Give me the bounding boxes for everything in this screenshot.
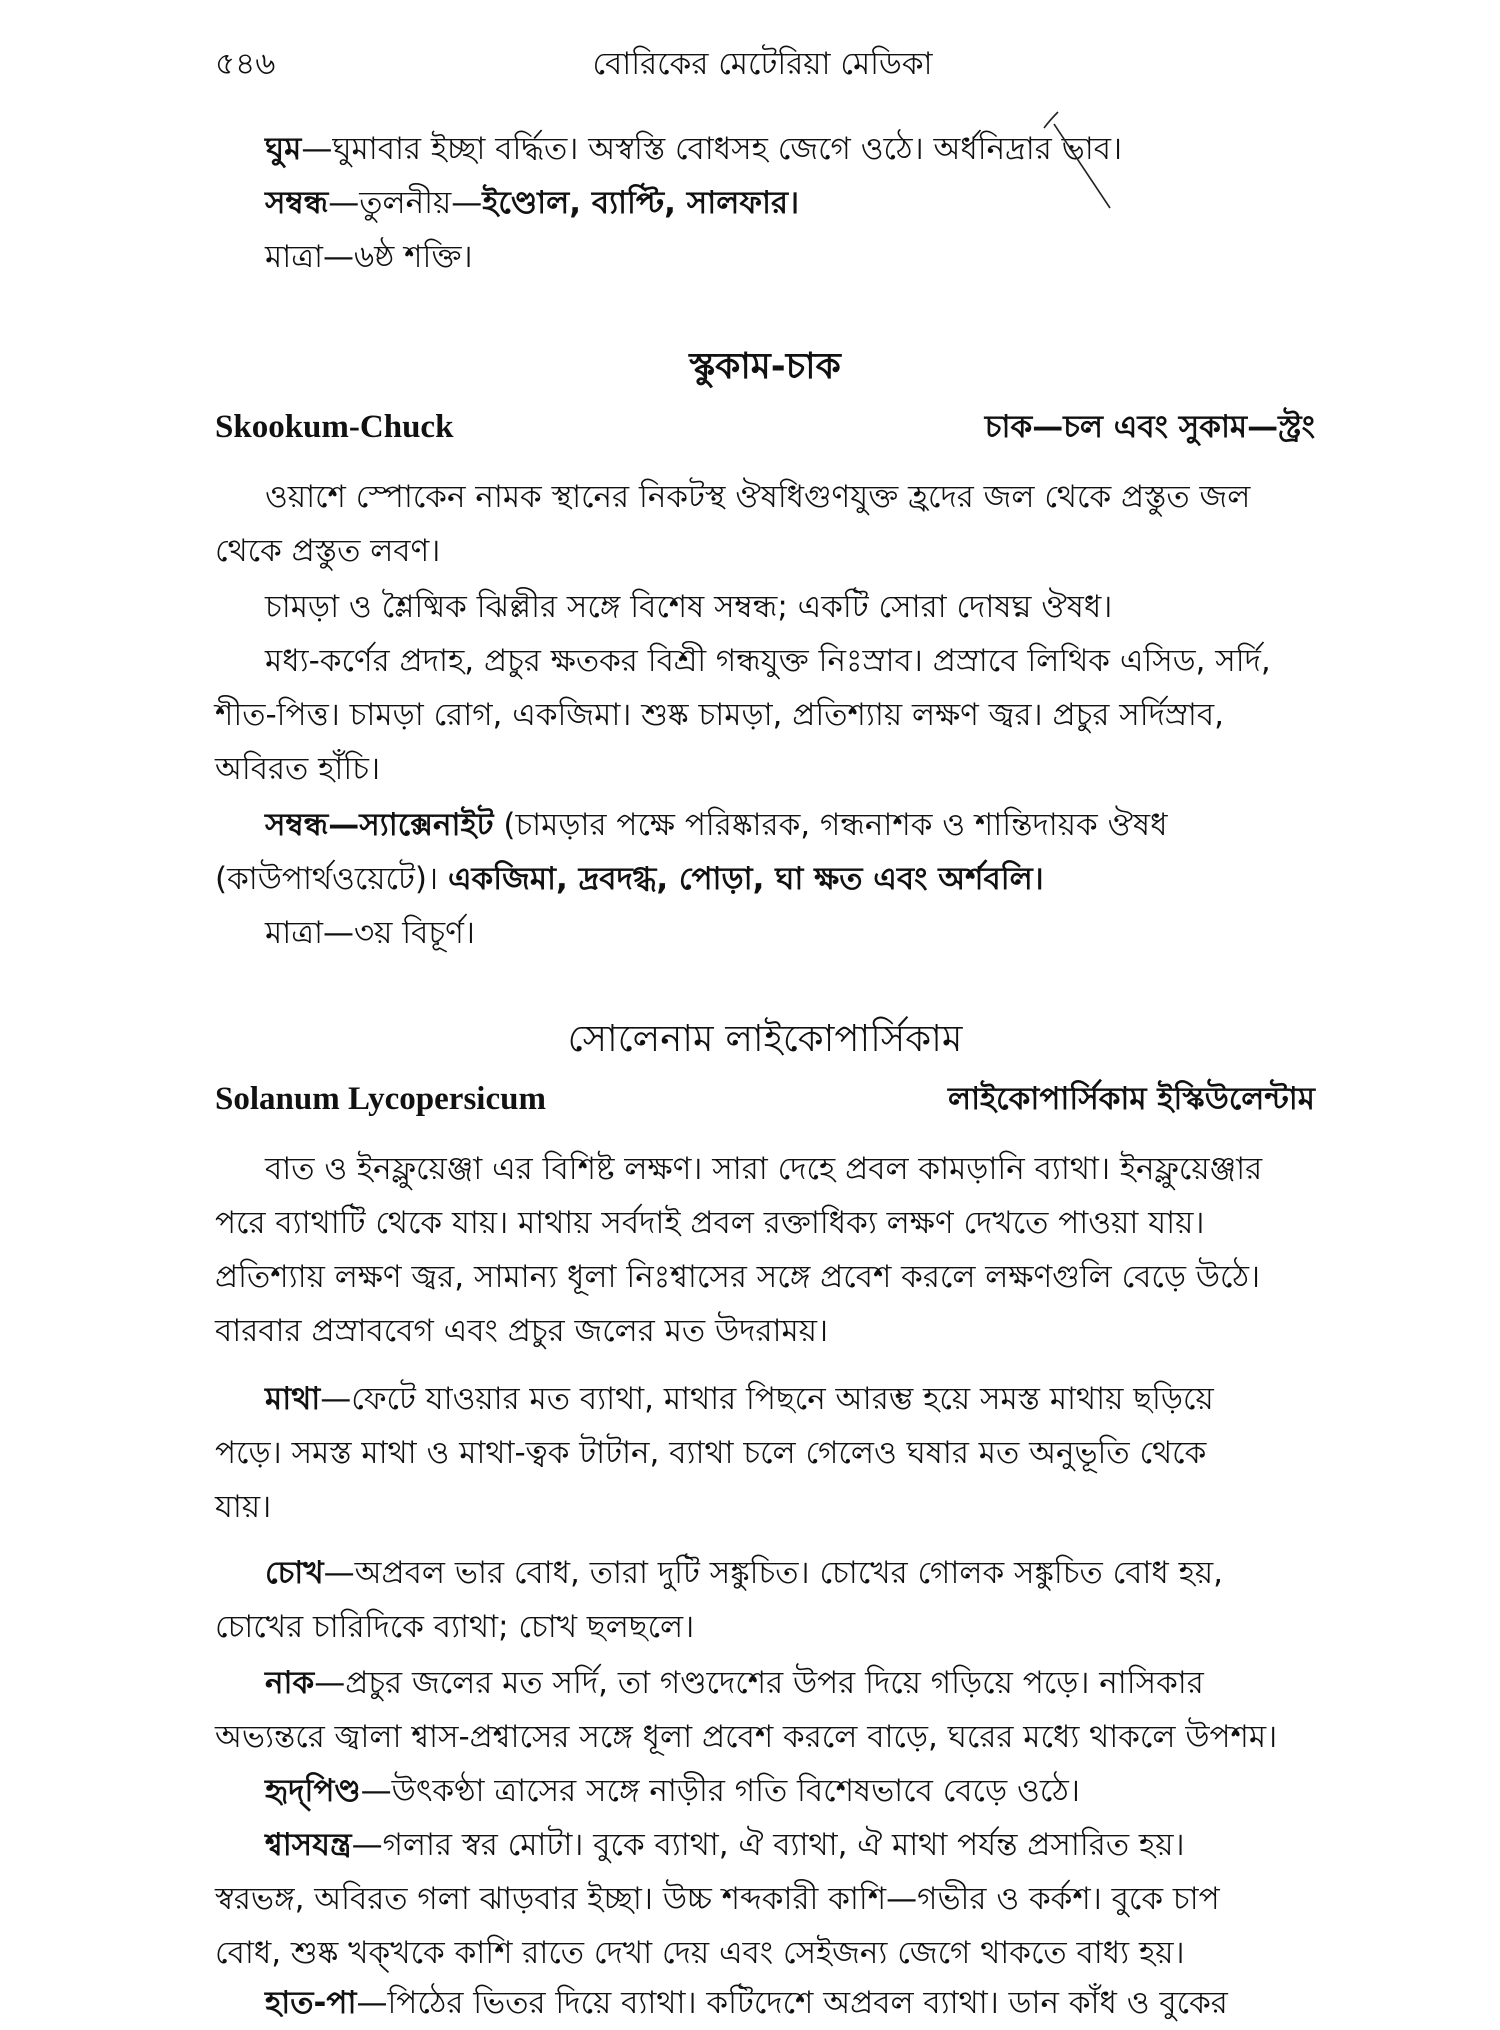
section-text: —ফেটে যাওয়ার মত ব্যাথা, মাথার পিছনে আরম্ভ হয়ে সমস্ত মাথায় ছড়িয়ে — [320, 1381, 1214, 1417]
relation-line-2 — [215, 852, 1315, 906]
latin-name: Skookum-Chuck — [215, 409, 454, 445]
section-extremities — [215, 1976, 1365, 2021]
section-label-eyes: চোখ — [265, 1555, 324, 1591]
dose-text: মাত্রা—৬ষ্ঠ শক্তি। — [265, 239, 473, 275]
relation-line — [215, 798, 1365, 852]
section-label-relation: সম্বন্ধ — [265, 807, 329, 843]
paragraph-line: মধ্য-কর্ণের প্রদাহ, প্রচুর ক্ষতকর বিশ্রী গন্ধযুক্ত নিঃস্রাব। প্রস্রাবে লিথিক এসিড, সর্দি, — [265, 643, 1271, 679]
section-label-heart: হৃদ্‌পিণ্ড — [265, 1773, 361, 1809]
section-text: —ঘুমাবার ইচ্ছা বর্দ্ধিত। অস্বস্তি বোধসহ জেগে ওঠে। অর্ধনিদ্রার ভাব। — [301, 131, 1123, 167]
dose-line: মাত্রা—৩য় বিচূর্ণ। — [265, 915, 475, 951]
section-label-sleep: ঘুম — [265, 131, 302, 167]
paragraph-line: বাত ও ইনফ্লুয়েঞ্জা এর বিশিষ্ট লক্ষণ। সারা দেহে প্রবল কামড়ানি ব্যাথা। ইনফ্লুয়েঞ্জার — [265, 1151, 1263, 1187]
entry-subtitle-solanum — [215, 1072, 1315, 1126]
paragraph-line: শীত-পিত্ত। চামড়া রোগ, একজিমা। শুষ্ক চামড়া, প্রতিশ্যায় লক্ষণ জ্বর। প্রচুর সর্দিস্রাব, — [215, 697, 1224, 733]
relation-text: (কাউপার্থওয়েটে)। — [215, 861, 448, 897]
page-number: ৫৪৬ — [215, 46, 276, 82]
running-title: বোরিকের মেটেরিয়া মেডিকা — [592, 46, 933, 82]
section-text: —অপ্রবল ভার বোধ, তারা দুটি সঙ্কুচিত। চোখের গোলক সঙ্কুচিত বোধ হয়, — [323, 1555, 1224, 1591]
paragraph-line: থেকে প্রস্তুত লবণ। — [215, 533, 441, 569]
section-label-nose: নাক — [265, 1665, 315, 1701]
latin-name: Solanum Lycopersicum — [215, 1081, 546, 1117]
section-label-respiratory: শ্বাসযন্ত্র — [265, 1827, 352, 1863]
section-text: —তুলনীয়— — [328, 185, 483, 221]
prev-entry-line-relation — [215, 176, 1365, 230]
section-eyes — [215, 1546, 1365, 1600]
paragraph-line: ওয়াশে স্পোকেন নামক স্থানের নিকটস্থ ঔষধিগুণযুক্ত হ্রদের জল থেকে প্রস্তুত জল — [265, 479, 1251, 515]
section-text: স্বরভঙ্গ, অবিরত গলা ঝাড়বার ইচ্ছা। উচ্চ শব্দকারী কাশি—গভীর ও কর্কশ। বুকে চাপ — [215, 1881, 1220, 1917]
paragraph-line: অবিরত হাঁচি। — [215, 751, 381, 787]
pen-mark-icon — [1040, 108, 1120, 218]
section-text: —গলার স্বর মোটা। বুকে ব্যাথা, ঐ ব্যাথা, ঐ মাথা পর্যন্ত প্রসারিত হয়। — [351, 1827, 1185, 1863]
relation-conditions: একজিমা, দ্রবদগ্ধ, পোড়া, ঘা ক্ষত এবং অর্শবলি। — [447, 861, 1044, 897]
section-text: বোধ, শুষ্ক খক্‌খকে কাশি রাতে দেখা দেয় এবং সেইজন্য জেগে থাকতে বাধ্য হয়। — [215, 1935, 1185, 1971]
section-text: —প্রচুর জলের মত সর্দি, তা গণ্ডদেশের উপর দিয়ে গড়িয়ে পড়ে। নাসিকার — [314, 1665, 1204, 1701]
section-heart — [215, 1764, 1365, 1818]
synonym: চাক—চল এবং সুকাম—স্ট্রং — [984, 409, 1315, 445]
section-text-bold: ইণ্ডোল, ব্যাপ্টি, সালফার। — [482, 185, 800, 221]
section-head — [215, 1372, 1365, 1426]
section-label-extremities: হাত-পা — [265, 1985, 357, 2021]
section-label-head: মাথা — [265, 1381, 321, 1417]
section-text: পড়ে। সমস্ত মাথা ও মাথা-ত্বক টাটান, ব্যাথা চলে গেলেও ঘষার মত অনুভূতি থেকে — [215, 1435, 1207, 1471]
entry-subtitle-skookum — [215, 400, 1315, 454]
entry-title-solanum: সোলেনাম লাইকোপার্সিকাম — [567, 1017, 963, 1060]
paragraph-line: প্রতিশ্যায় লক্ষণ জ্বর, সামান্য ধূলা নিঃশ্বাসের সঙ্গে প্রবেশ করলে লক্ষণগুলি বেড়ে উঠে। — [215, 1259, 1261, 1295]
section-text: যায়। — [215, 1489, 272, 1525]
section-text: চোখের চারিদিকে ব্যাথা; চোখ ছলছলে। — [215, 1609, 695, 1645]
section-text: —পিঠের ভিতর দিয়ে ব্যাথা। কটিদেশে অপ্রবল ব্যাথা। ডান কাঁধ ও বুকের — [356, 1985, 1228, 2021]
section-text: অভ্যন্তরে জ্বালা শ্বাস-প্রশ্বাসের সঙ্গে ধূলা প্রবেশ করলে বাড়ে, ঘরের মধ্যে থাকলে উপশম। — [215, 1719, 1278, 1755]
section-respiratory — [215, 1818, 1365, 1872]
entry-title-skookum: স্কুকাম-চাক — [689, 346, 841, 387]
section-nose — [215, 1656, 1365, 1710]
relation-remedy: —স্যাক্সেনাইট — [328, 807, 494, 843]
page-header — [215, 38, 1310, 98]
relation-text: (চামড়ার পক্ষে পরিষ্কারক, গন্ধনাশক ও শান্তিদায়ক ঔষধ — [493, 807, 1168, 843]
synonym: লাইকোপার্সিকাম ইস্কিউলেন্টাম — [947, 1081, 1315, 1117]
paragraph-line: চামড়া ও শ্লৈষ্মিক ঝিল্লীর সঙ্গে বিশেষ সম্বন্ধ; একটি সোরা দোষঘ্ন ঔষধ। — [265, 589, 1113, 625]
paragraph-line: পরে ব্যাথাটি থেকে যায়। মাথায় সর্বদাই প্রবল রক্তাধিক্য লক্ষণ দেখতে পাওয়া যায়। — [215, 1205, 1205, 1241]
prev-entry-line-sleep — [215, 122, 1365, 176]
section-text: —উৎকণ্ঠা ত্রাসের সঙ্গে নাড়ীর গতি বিশেষভাবে বেড়ে ওঠে। — [360, 1773, 1080, 1809]
section-label-relation: সম্বন্ধ — [265, 185, 329, 221]
prev-entry-line-dose — [215, 230, 1365, 284]
paragraph-line: বারবার প্রস্রাববেগ এবং প্রচুর জলের মত উদরাময়। — [215, 1313, 829, 1349]
